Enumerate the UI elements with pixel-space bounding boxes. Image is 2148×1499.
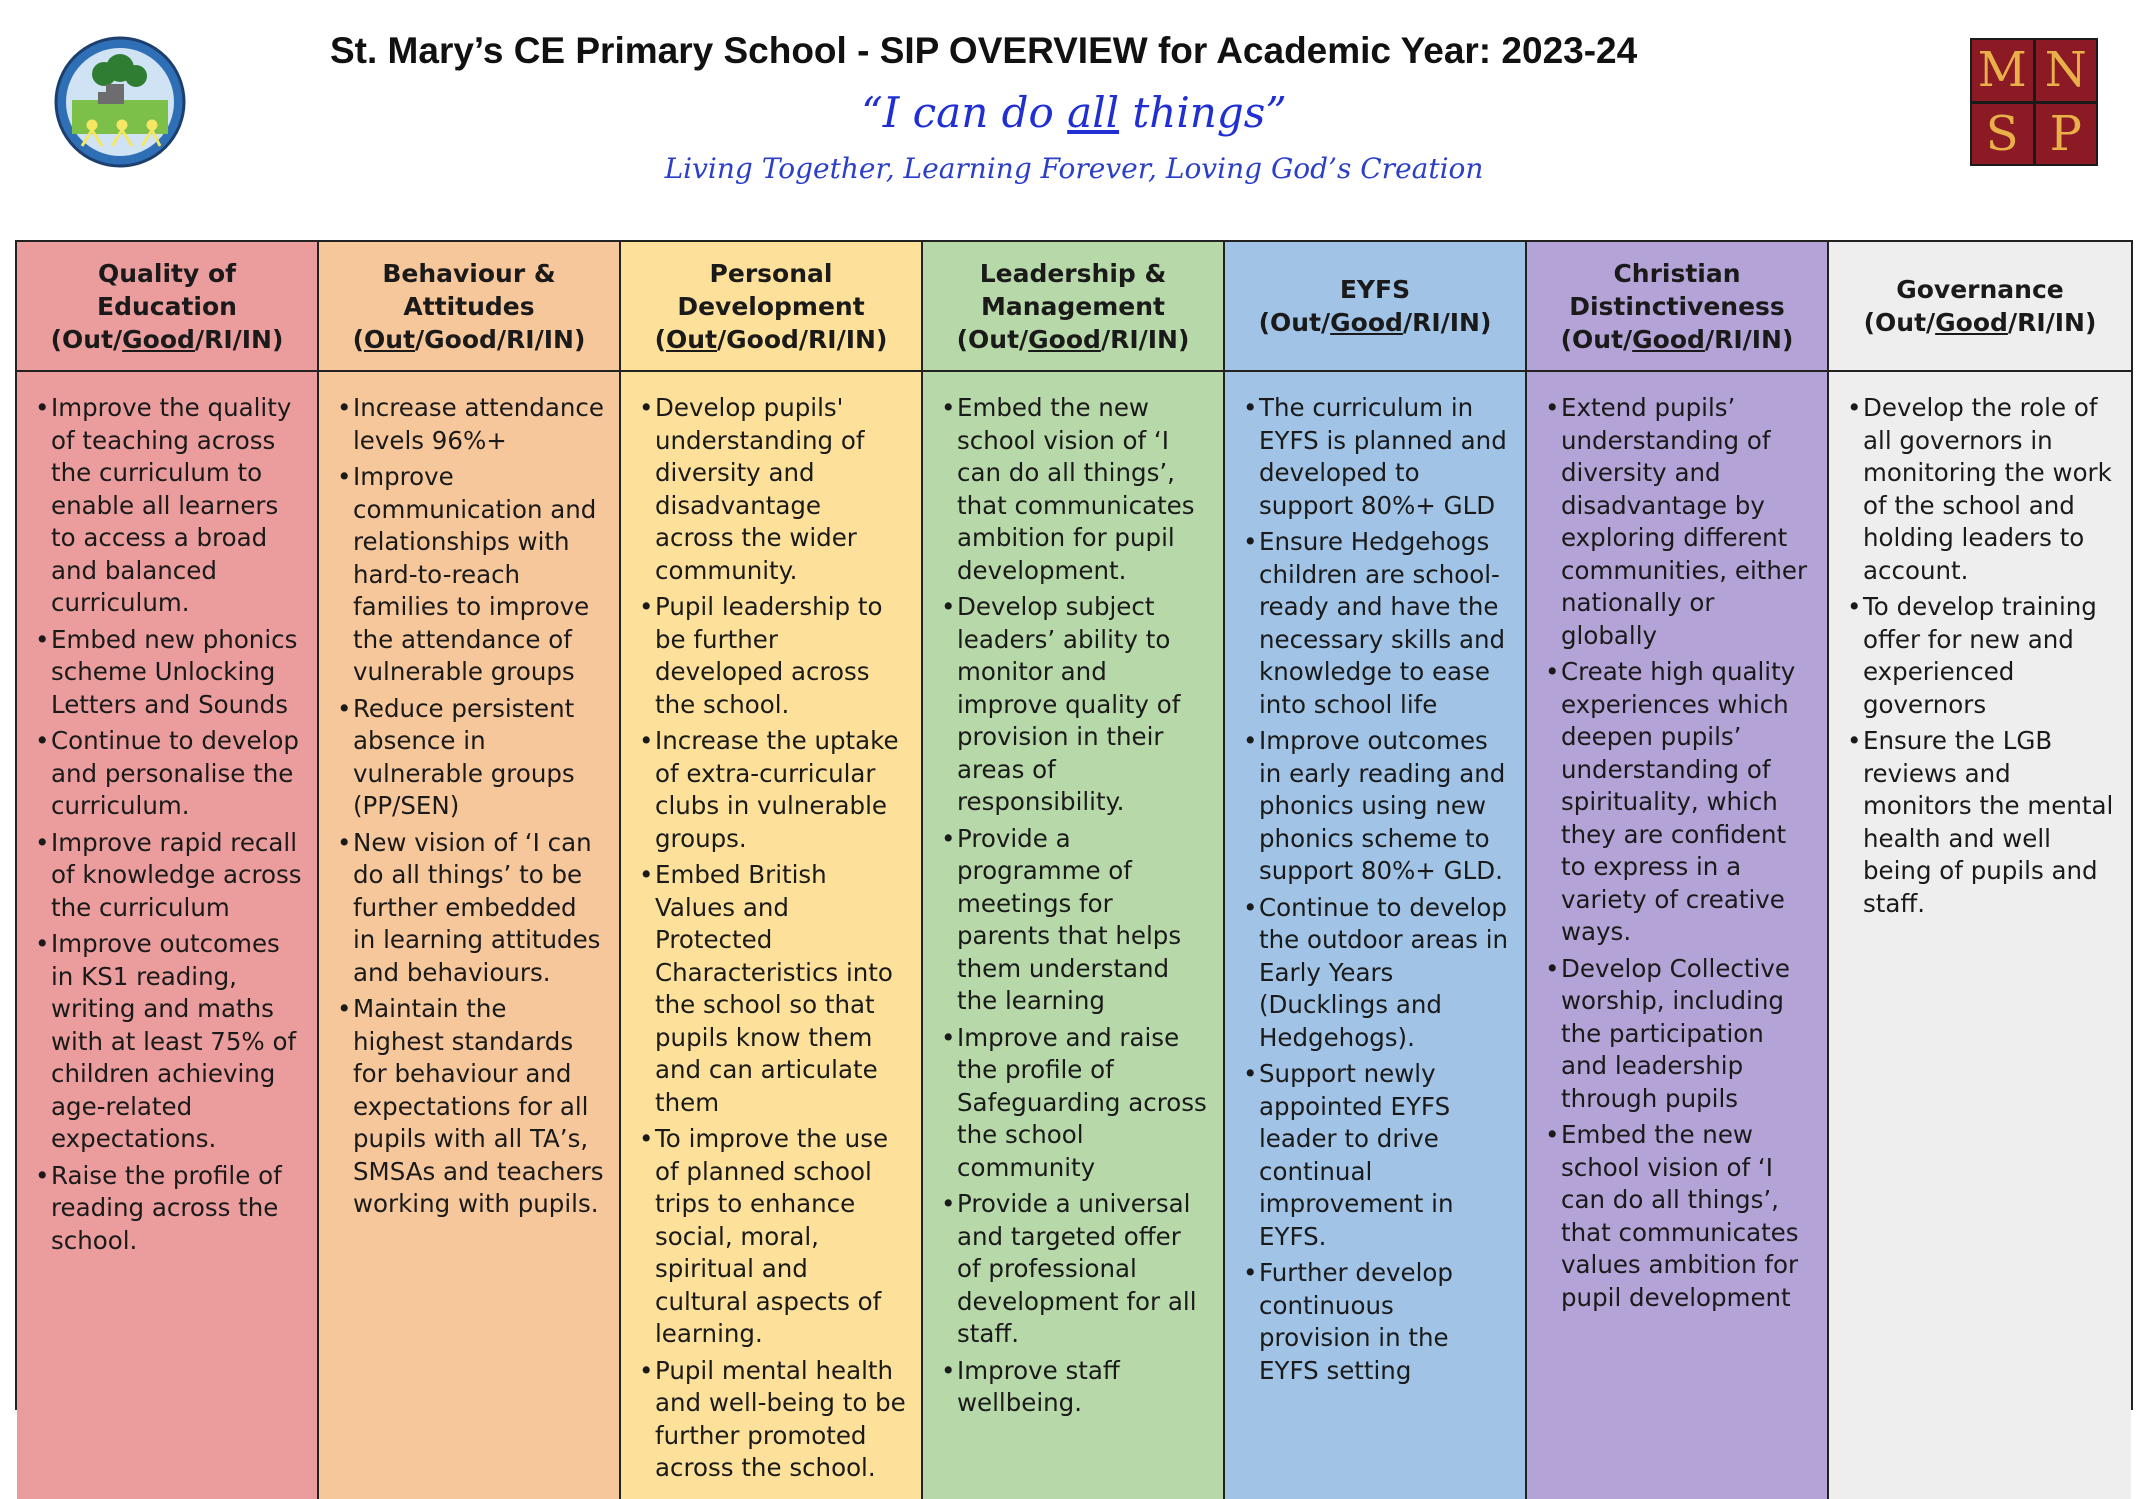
mnsp-logo xyxy=(1970,38,2098,166)
priority-item: • Pupil leadership to be further developed across the school. xyxy=(641,591,907,721)
motto-post: things” xyxy=(1119,88,1287,137)
logo-letter-s: S xyxy=(1972,104,2033,165)
rating-post: /Good/RI/IN) xyxy=(717,324,888,354)
column-body-behaviour-attitudes xyxy=(319,372,621,1499)
priority-item: • Provide a programme of meetings for parents that helps them understand the learning xyxy=(943,823,1209,1018)
priority-item: • Increase the uptake of extra-curricular clubs in vulnerable groups. xyxy=(641,725,907,855)
page-title: St. Mary’s CE Primary School - SIP OVERVIEW for Academic Year: 2023-24 xyxy=(330,30,1638,71)
priority-item: • To improve the use of planned school trips to enhance social, moral, spiritual and cultural aspects of learning. xyxy=(641,1123,907,1351)
priority-item: • Raise the profile of reading across the school. xyxy=(37,1160,303,1258)
rating-pre: (Out/ xyxy=(956,324,1029,354)
ofsted-rating xyxy=(353,323,586,356)
priority-list xyxy=(1849,392,2117,920)
column-title: Behaviour & Attitudes xyxy=(382,258,556,321)
school-tagline: Living Together, Learning Forever, Loving God’s Creation xyxy=(664,152,1484,185)
rating-post: /RI/IN) xyxy=(1402,308,1492,337)
priority-item: • Develop subject leaders’ ability to monitor and improve quality of provision in their areas of responsibility. xyxy=(943,591,1209,819)
rating-pre: (Out/ xyxy=(1863,308,1936,337)
priority-item: • Improve outcomes in KS1 reading, writing and maths with at least 75% of children achieving age-related expectations. xyxy=(37,928,303,1156)
column-header-quality-of-education xyxy=(17,242,319,372)
column-header-eyfs xyxy=(1225,242,1527,372)
rating-post: /RI/IN) xyxy=(194,324,284,354)
priority-list xyxy=(339,392,605,1221)
ofsted-rating xyxy=(1864,306,2097,339)
priority-item: • Improve rapid recall of knowledge across the curriculum xyxy=(37,827,303,925)
logo-letter-m: M xyxy=(1972,40,2033,101)
rating-post: /RI/IN) xyxy=(1704,324,1794,354)
column-body-quality-of-education xyxy=(17,372,319,1499)
priority-item: • The curriculum in EYFS is planned and developed to support 80%+ GLD xyxy=(1245,392,1511,522)
ofsted-rating xyxy=(1259,306,1492,339)
rating-pre: ( xyxy=(654,324,667,354)
priority-item: • Provide a universal and targeted offer of professional development for all staff. xyxy=(943,1188,1209,1351)
rating-u: Good xyxy=(1935,308,2008,337)
column-title: Governance xyxy=(1896,275,2064,304)
rating-pre: (Out/ xyxy=(50,324,123,354)
rating-post: /Good/RI/IN) xyxy=(415,324,586,354)
priority-item: • To develop training offer for new and experienced governors xyxy=(1849,591,2117,721)
priority-item: • Improve and raise the profile of Safeguarding across the school community xyxy=(943,1022,1209,1185)
rating-u: Good xyxy=(1632,324,1705,354)
priority-item: • Extend pupils’ understanding of diversity and disadvantage by exploring different communities, either nationally or globally xyxy=(1547,392,1813,652)
rating-u: Out xyxy=(364,324,416,354)
rating-pre: (Out/ xyxy=(1258,308,1331,337)
priority-list xyxy=(943,392,1209,1420)
column-header-leadership-management xyxy=(923,242,1225,372)
priority-item: • Develop Collective worship, including the participation and leadership through pupils xyxy=(1547,953,1813,1116)
rating-u: Good xyxy=(1028,324,1101,354)
school-motto xyxy=(0,88,2148,137)
column-body-governance xyxy=(1829,372,2131,1499)
ofsted-rating xyxy=(957,323,1190,356)
priority-item: • Ensure the LGB reviews and monitors the mental health and well being of pupils and staff. xyxy=(1849,725,2117,920)
ofsted-rating xyxy=(1561,323,1794,356)
priority-item: • Improve outcomes in early reading and phonics using new phonics scheme to support 80%+ GLD. xyxy=(1245,725,1511,888)
priority-item: • Support newly appointed EYFS leader to drive continual improvement in EYFS. xyxy=(1245,1058,1511,1253)
priority-item: • Improve the quality of teaching across the curriculum to enable all learners to access a broad and balanced curriculum. xyxy=(37,392,303,620)
priority-list xyxy=(641,392,907,1485)
column-title: EYFS xyxy=(1339,275,1411,304)
motto-pre: “I can do xyxy=(861,88,1068,137)
rating-u: Good xyxy=(122,324,195,354)
ofsted-rating xyxy=(51,323,284,356)
priority-item: • Ensure Hedgehogs children are school-ready and have the necessary skills and knowledge to ease into school life xyxy=(1245,526,1511,721)
column-body-leadership-management xyxy=(923,372,1225,1499)
rating-pre: (Out/ xyxy=(1560,324,1633,354)
motto-all: all xyxy=(1067,88,1120,137)
column-title: Quality of Education xyxy=(97,258,237,321)
column-header-personal-development xyxy=(621,242,923,372)
rating-post: /RI/IN) xyxy=(1100,324,1190,354)
logo-letter-n: N xyxy=(2036,40,2097,101)
rating-u: Out xyxy=(666,324,718,354)
priority-list xyxy=(1245,392,1511,1387)
column-body-christian-distinctiveness xyxy=(1527,372,1829,1499)
sip-overview-table xyxy=(15,240,2133,1482)
column-body-eyfs xyxy=(1225,372,1527,1499)
priority-item: • Maintain the highest standards for behaviour and expectations for all pupils with all TA’s, SMSAs and teachers working with pupils. xyxy=(339,993,605,1221)
priority-list xyxy=(1547,392,1813,1314)
column-header-christian-distinctiveness xyxy=(1527,242,1829,372)
priority-item: • Improve communication and relationships with hard-to-reach families to improve the attendance of vulnerable groups xyxy=(339,461,605,689)
priority-item: • Pupil mental health and well-being to be further promoted across the school. xyxy=(641,1355,907,1485)
column-title: Leadership & Management xyxy=(979,258,1167,321)
rating-pre: ( xyxy=(352,324,365,354)
column-header-governance xyxy=(1829,242,2131,372)
priority-item: • Develop pupils' understanding of diversity and disadvantage across the wider community. xyxy=(641,392,907,587)
column-header-behaviour-attitudes xyxy=(319,242,621,372)
priority-item: • Further develop continuous provision in the EYFS setting xyxy=(1245,1257,1511,1387)
priority-item: • Continue to develop the outdoor areas in Early Years (Ducklings and Hedgehogs). xyxy=(1245,892,1511,1055)
rating-u: Good xyxy=(1330,308,1403,337)
priority-list xyxy=(37,392,303,1257)
priority-item: • Improve staff wellbeing. xyxy=(943,1355,1209,1420)
rating-post: /RI/IN) xyxy=(2007,308,2097,337)
priority-item: • New vision of ‘I can do all things’ to be further embedded in learning attitudes and behaviours. xyxy=(339,827,605,990)
priority-item: • Increase attendance levels 96%+ xyxy=(339,392,605,457)
priority-item: • Embed British Values and Protected Characteristics into the school so that pupils know them and can articulate them xyxy=(641,859,907,1119)
column-body-personal-development xyxy=(621,372,923,1499)
priority-item: • Create high quality experiences which deepen pupils’ understanding of spirituality, which they are confident to express in a variety of creative ways. xyxy=(1547,656,1813,949)
priority-item: • Embed new phonics scheme Unlocking Letters and Sounds xyxy=(37,624,303,722)
column-title: Christian Distinctiveness xyxy=(1569,258,1785,321)
column-title: Personal Development xyxy=(677,258,865,321)
priority-item: • Develop the role of all governors in monitoring the work of the school and holding leaders to account. xyxy=(1849,392,2117,587)
logo-letter-p: P xyxy=(2036,104,2097,165)
priority-item: • Embed the new school vision of ‘I can do all things’, that communicates values ambition for pupil development xyxy=(1547,1119,1813,1314)
priority-item: • Continue to develop and personalise the curriculum. xyxy=(37,725,303,823)
priority-item: • Reduce persistent absence in vulnerable groups (PP/SEN) xyxy=(339,693,605,823)
priority-item: • Embed the new school vision of ‘I can do all things’, that communicates ambition for pupil development. xyxy=(943,392,1209,587)
ofsted-rating xyxy=(655,323,888,356)
